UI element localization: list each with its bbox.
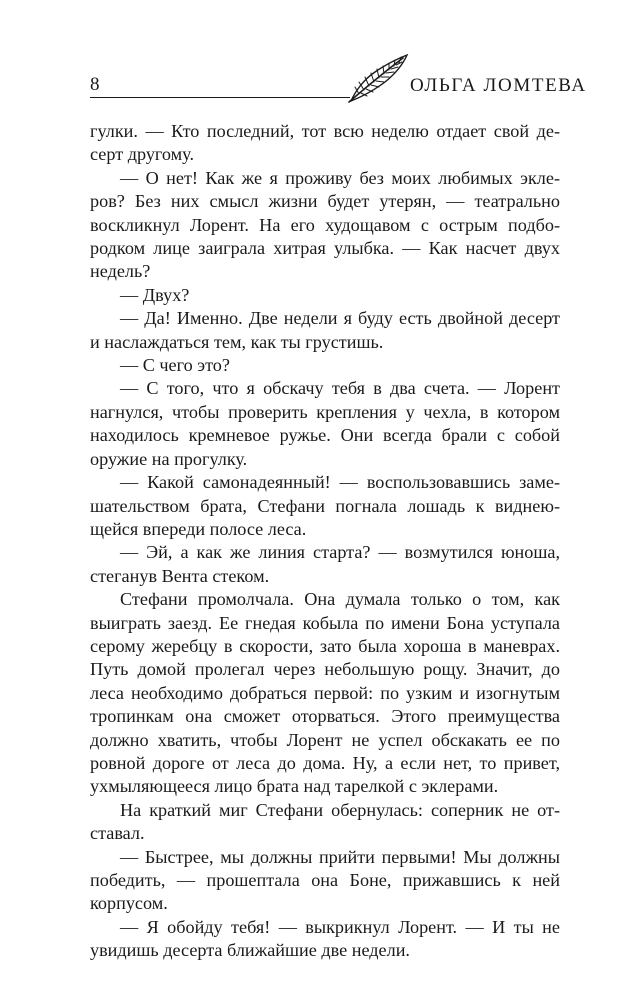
paragraph: — О нет! Как же я проживу без моих любимых эклеров? Без них смысл жизни будет утерян, — театрально воскликнул Лорент. На его худощавом с острым подбородком лице заиграла хитрая улыбка. — Как насчет двух недель? [90,167,560,282]
paragraph: — Двух? [120,284,190,305]
paragraph: — Эй, а как же линия старта? — возмутился юноша, стеганув Вента стеком. [90,542,560,586]
body-text [90,120,560,963]
paragraph: Стефани промолчала. Она думала только о том, как выиграть заезд. Ее гнедая кобыла по имени Бона уступала серому жеребцу в скорости, зато была хороша в маневрах. Путь домой пролегал через небольшую рощу. Значит, до леса необходимо добраться первой: по узким и изогнутым тропинкам она сможет оторваться. Этого преимущества должно хватить, чтобы Лорент не успел обскакать ее по ровной дороге от леса до дома. Ну, а если нет, то привет, ухмыляющееся лицо брата над тарелкой с эклерами. [90,589,560,797]
author-name: ОЛЬГА ЛОМТЕВА [410,75,587,96]
paragraph: — С чего это? [120,355,230,376]
paragraph: — Да! Именно. Две недели я буду есть двойной десерт и наслаждаться тем, как ты грустишь. [90,308,560,352]
page-number: 8 [90,74,100,95]
paragraph: — Я обойду тебя! — выкрикнул Лорент. — И ты не увидишь десерта ближайшие две недели. [90,916,560,961]
paragraph: — Какой самонадеянный! — воспользовавшись замешательством брата, Стефани погнала лошадь к виднеющейся впереди полосе леса. [90,472,560,539]
feather-icon [345,52,411,106]
paragraph: гулки. — Кто последний, тот всю неделю отдает свой десерт другому. [90,121,560,165]
paragraph: — Быстрее, мы должны прийти первыми! Мы должны победить, — прошептала она Боне, прижавшись к ней корпусом. [90,846,560,914]
paragraph: На краткий миг Стефани обернулась: соперник не отставал. [90,799,560,844]
paragraph: — С того, что я обскачу тебя в два счета. — Лорент нагнулся, чтобы проверить крепления у чехла, в котором находилось кремневое ружье. Они всегда брали с собой оружие на прогулку. [90,378,560,469]
header-rule [90,97,350,98]
running-header [90,52,587,102]
